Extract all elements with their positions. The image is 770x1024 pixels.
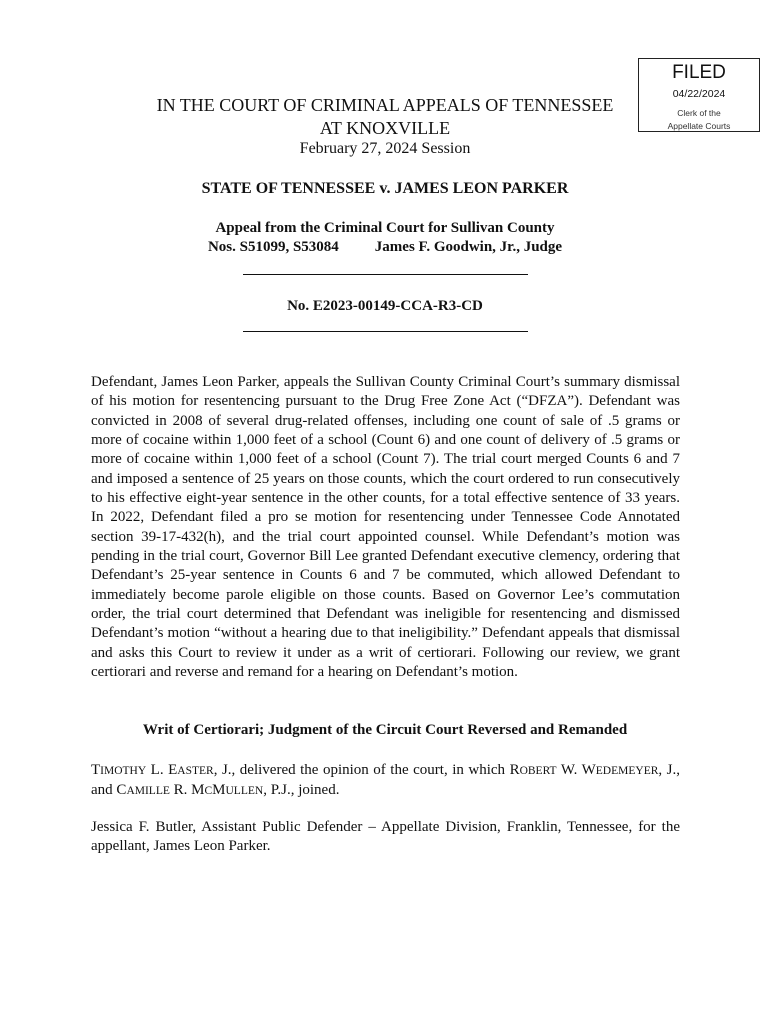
counsel-appellant: Jessica F. Butler, Assistant Public Defender – Appellate Division, Franklin, Tennessee, for the appellant, James Leon Parker.	[91, 819, 680, 855]
case-summary: Defendant, James Leon Parker, appeals the Sullivan County Criminal Court’s summary dismissal of his motion for resentencing pursuant to the Drug Free Zone Act (“DFZA”). Defendant was convicted in 2008 of several drug-related offenses, including one count of sale of .5 grams or more of cocaine within 1,000 feet of a school (Count 6) and one count of delivery of .5 grams or more of cocaine within 1,000 feet of a school (Count 7). The trial court merged Counts 6 and 7 and imposed a sentence of 25 years on those counts, which the court ordered to run consecutively to his effective eight-year sentence in the other counts, for a total effective sentence of 33 years. In 2022, Defendant filed a pro se motion for resentencing under Tennessee Code Annotated section 39-17-432(h), and the trial court appointed counsel. While Defendant’s motion was pending in the trial court, Governor Bill Lee granted Defendant executive clemency, ordering that Defendant’s 25-year sentence in Counts 6 and 7 be commuted, which allowed Defendant to immediately become parole eligible on those counts. Based on Governor Lee’s commutation order, the trial court determined that Defendant was ineligible for resentencing and dismissed Defendant’s motion “without a hearing due to that ineligibility.” Defendant appeals that dismissal and asks this Court to review it under as a writ of certiorari. Following our review, we grant certiorari and reverse and remand for a hearing on Defendant’s motion.	[91, 374, 680, 680]
appeal-from: Appeal from the Criminal Court for Sullivan County	[215, 220, 555, 236]
filed-stamp-clerk: Clerk of the	[677, 108, 721, 118]
filed-stamp-date: 04/22/2024	[672, 88, 726, 100]
docket-number: No. E2023-00149-CCA-R3-CD	[287, 298, 483, 314]
divider-bottom	[243, 331, 528, 332]
divider-top	[243, 274, 528, 275]
court-location: AT KNOXVILLE	[319, 118, 451, 138]
disposition: Writ of Certiorari; Judgment of the Circuit Court Reversed and Remanded	[142, 722, 628, 738]
case-style: STATE OF TENNESSEE v. JAMES LEON PARKER	[201, 180, 569, 197]
filed-stamp-courts: Appellate Courts	[667, 121, 731, 131]
trial-info	[0, 238, 770, 257]
session-date: February 27, 2024 Session	[299, 140, 471, 157]
trial-numbers: Nos. S51099, S53084	[207, 239, 339, 255]
opinion-authorship: TIMOTHY L. EASTER, J., delivered the opinion of the court, in which ROBERT W. WEDEMEYER, J., and CAMILLE R. MCMULLEN, P.J., joined.	[91, 762, 680, 799]
court-name: IN THE COURT OF CRIMINAL APPEALS OF TENNESSEE	[156, 95, 614, 115]
trial-judge: James F. Goodwin, Jr., Judge	[374, 239, 563, 255]
filed-stamp-title: FILED	[672, 62, 726, 83]
